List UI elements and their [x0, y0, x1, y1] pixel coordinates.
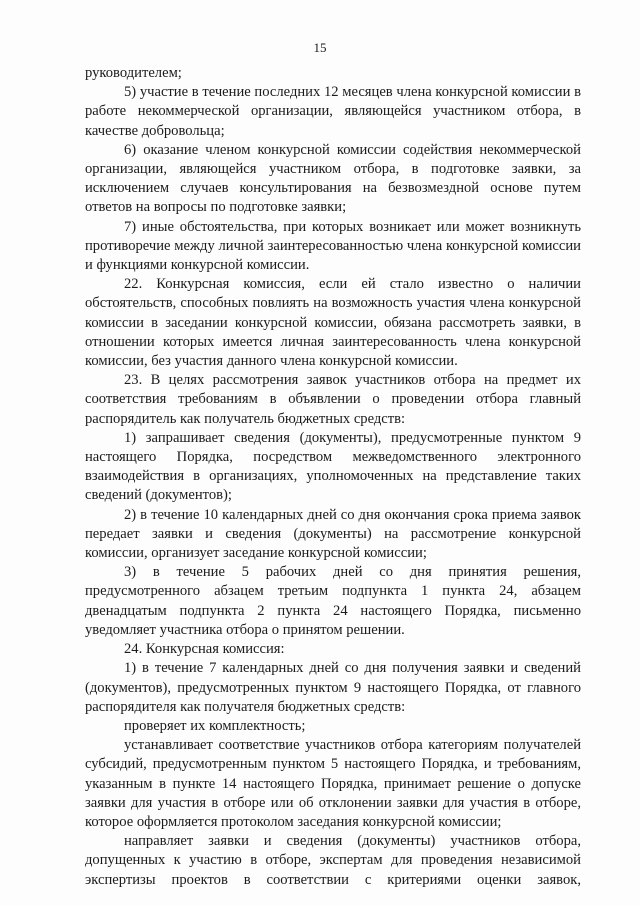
paragraph-24-send-to-experts: направляет заявки и сведения (документы) участников отбора, допущенных к участию в отборе, экспертам для проведения независимой экспертизы проектов в соответствии с критериями оценки заявок,: [85, 833, 581, 888]
paragraph-continuation: руководителем;: [85, 65, 182, 81]
paragraph-24-establish-compliance: устанавливает соответствие участников отбора категориям получателей субсидий, предусмотренным пунктом 5 настоящего Порядка, и требованиям, указанным в пункте 14 настоящего Порядка, принимает решение о допуске заявки для участия в отборе или об отклонении заявки для участия в отборе, которое оформляется протоколом заседания конкурсной комиссии;: [85, 737, 581, 830]
paragraph-24-check-completeness: проверяет их комплектность;: [124, 717, 306, 734]
paragraph-section-22: 22. Конкурсная комиссия, если ей стало известно о наличии обстоятельств, способных повлиять на возможность участия члена конкурсной комиссии в заседании конкурсной комиссии, обязана рассмотреть заявки, в отношении которых имеется личная заинтересованность члена конкурсной комиссии, без участия данного члена конкурсной комиссии.: [85, 276, 581, 370]
paragraph-item-7: 7) иные обстоятельства, при которых возникает или может возникнуть противоречие между личной заинтересованностью члена конкурсной комиссии и функциями конкурсной комиссии.: [85, 218, 581, 274]
paragraph-23-item-1: 1) запрашивает сведения (документы), предусмотренные пунктом 9 настоящего Порядка, посредством межведомственного электронного взаимодействия в организациях, уполномоченных на представление таких сведений (документов);: [85, 429, 581, 504]
page-number: 15: [313, 40, 327, 55]
paragraph-24-item-1: 1) в течение 7 календарных дней со дня получения заявки и сведений (документов), предусмотренных пунктом 9 настоящего Порядка, от главного распорядителя как получателя бюджетных средств:: [85, 660, 581, 715]
paragraph-section-24: 24. Конкурсная комиссия:: [124, 641, 285, 658]
paragraph-23-item-3: 3) в течение 5 рабочих дней со дня принятия решения, предусмотренного абзацем третьим подпункта 1 пункта 24, абзацем двенадцатым подпункта 2 пункта 24 настоящего Порядка, письменно уведомляет участника отбора о принятом решении.: [85, 564, 581, 638]
paragraph-item-6: 6) оказание членом конкурсной комиссии содействия некоммерческой организации, являющейся участником отбора, в подготовке заявки, за исключением случаев консультирования на безвозмездной основе путем ответов на вопросы по подготовке заявки;: [85, 141, 581, 216]
document-body: [85, 64, 581, 890]
paragraph-23-item-2: 2) в течение 10 календарных дней со дня окончания срока приема заявок передает заявки и сведения (документы) на рассмотрение конкурсной комиссии, организует заседание конкурсной комиссии;: [85, 506, 581, 562]
paragraph-item-5: 5) участие в течение последних 12 месяцев члена конкурсной комиссии в работе некоммерческой организации, являющейся участником отбора, в качестве добровольца;: [85, 84, 581, 139]
paragraph-section-23: 23. В целях рассмотрения заявок участников отбора на предмет их соответствия требованиям в объявлении о проведении отбора главный распорядитель как получатель бюджетных средств:: [85, 372, 581, 427]
